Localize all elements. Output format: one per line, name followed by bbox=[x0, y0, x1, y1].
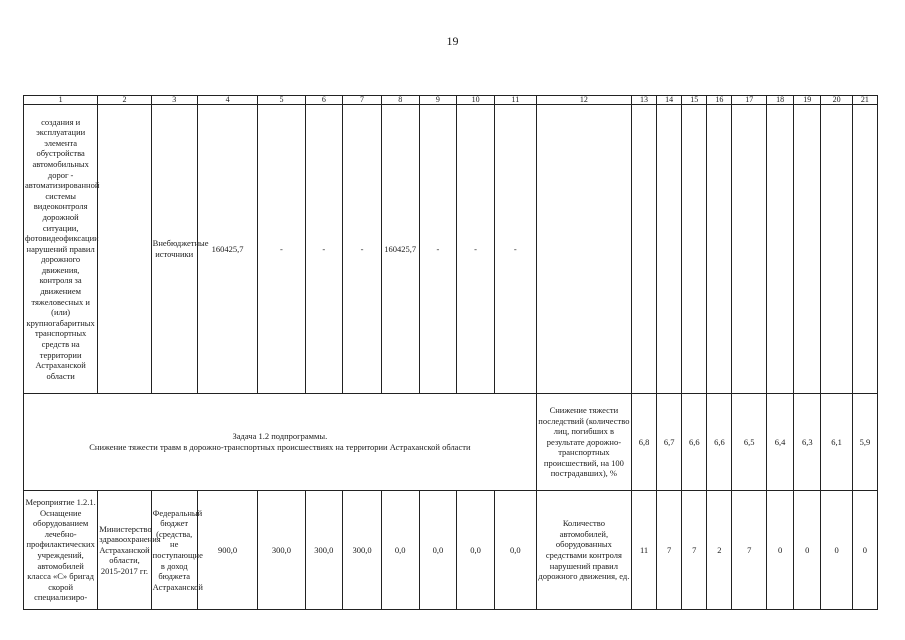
executor-cell bbox=[98, 105, 151, 394]
value-cell: 0 bbox=[794, 491, 821, 610]
value-cell: 6,7 bbox=[657, 394, 682, 491]
activity-description: создания и эксплуатации элемента обустройства автомобильных дорог - автоматизированной системы видеоконтроля дорожной ситуации, фотовидеофиксации нарушений правил дорожного движения, контроля за движением тяжеловесных и (или) крупногабаритных транспортных средств на территории Астраханской области bbox=[24, 105, 98, 394]
header-cell: 15 bbox=[682, 96, 707, 105]
header-cell: 12 bbox=[536, 96, 631, 105]
value-cell bbox=[732, 105, 767, 394]
amount-cell: - bbox=[258, 105, 305, 394]
amount-cell: - bbox=[305, 105, 343, 394]
value-cell: 6,6 bbox=[707, 394, 732, 491]
table-row bbox=[24, 394, 878, 491]
header-cell: 13 bbox=[632, 96, 657, 105]
value-cell: 7 bbox=[657, 491, 682, 610]
value-cell: 6,8 bbox=[632, 394, 657, 491]
value-cell bbox=[632, 105, 657, 394]
total-amount: 900,0 bbox=[197, 491, 258, 610]
header-cell: 21 bbox=[852, 96, 877, 105]
header-cell: 8 bbox=[381, 96, 419, 105]
indicator-cell: Количество автомобилей, оборудованных средствами контроля нарушений правил дорожного движения, ед. bbox=[536, 491, 631, 610]
amount-cell: - bbox=[457, 105, 495, 394]
amount-cell: - bbox=[419, 105, 457, 394]
value-cell: 7 bbox=[682, 491, 707, 610]
header-cell: 1 bbox=[24, 96, 98, 105]
amount-cell: 300,0 bbox=[258, 491, 305, 610]
amount-cell: 160425,7 bbox=[381, 105, 419, 394]
table-row bbox=[24, 491, 878, 610]
value-cell bbox=[821, 105, 852, 394]
header-cell: 9 bbox=[419, 96, 457, 105]
header-cell: 20 bbox=[821, 96, 852, 105]
value-cell bbox=[682, 105, 707, 394]
value-cell: 7 bbox=[732, 491, 767, 610]
value-cell: 6,4 bbox=[766, 394, 793, 491]
amount-cell: 300,0 bbox=[343, 491, 382, 610]
value-cell bbox=[852, 105, 877, 394]
amount-cell: 0,0 bbox=[494, 491, 536, 610]
value-cell: 6,1 bbox=[821, 394, 852, 491]
task-description: Снижение тяжести травм в дорожно-транспортных происшествиях на территории Астраханской области bbox=[89, 442, 471, 452]
activity-description: Мероприятие 1.2.1. Оснащение оборудованием лечебно-профилактических учреждений, автомобилей класса «С» бригад скорой специализиро- bbox=[24, 491, 98, 610]
value-cell: 6,3 bbox=[794, 394, 821, 491]
value-cell: 0 bbox=[852, 491, 877, 610]
value-cell: 0 bbox=[766, 491, 793, 610]
value-cell: 11 bbox=[632, 491, 657, 610]
value-cell: 6,5 bbox=[732, 394, 767, 491]
funding-source: Внебюджетные источники bbox=[151, 105, 197, 394]
amount-cell: - bbox=[494, 105, 536, 394]
value-cell: 6,6 bbox=[682, 394, 707, 491]
amount-cell: 300,0 bbox=[305, 491, 343, 610]
executor-cell: Министерство здравоохранения Астраханской области, 2015-2017 гг. bbox=[98, 491, 151, 610]
header-cell: 4 bbox=[197, 96, 258, 105]
indicator-cell bbox=[536, 105, 631, 394]
funding-source: Федеральный бюджет (средства, не поступающие в доход бюджета Астраханской bbox=[151, 491, 197, 610]
value-cell bbox=[657, 105, 682, 394]
page-number: 19 bbox=[446, 34, 459, 48]
amount-cell: 0,0 bbox=[457, 491, 495, 610]
task-title: Задача 1.2 подпрограммы. bbox=[232, 431, 328, 442]
table-row bbox=[24, 105, 878, 394]
value-cell: 5,9 bbox=[852, 394, 877, 491]
header-cell: 11 bbox=[494, 96, 536, 105]
header-cell: 14 bbox=[657, 96, 682, 105]
value-cell: 2 bbox=[707, 491, 732, 610]
header-cell: 5 bbox=[258, 96, 305, 105]
header-cell: 2 bbox=[98, 96, 151, 105]
header-row bbox=[24, 96, 878, 105]
program-table bbox=[23, 95, 878, 610]
header-cell: 3 bbox=[151, 96, 197, 105]
amount-cell: 0,0 bbox=[419, 491, 457, 610]
indicator-cell: Снижение тяжести последствий (количество лиц, погибших в результате дорожно-транспортных происшествий, на 100 пострадавших), % bbox=[536, 394, 631, 491]
amount-cell: 0,0 bbox=[381, 491, 419, 610]
header-cell: 7 bbox=[343, 96, 382, 105]
task-cell bbox=[24, 394, 537, 491]
value-cell bbox=[707, 105, 732, 394]
header-cell: 10 bbox=[457, 96, 495, 105]
header-cell: 19 bbox=[794, 96, 821, 105]
amount-cell: - bbox=[343, 105, 382, 394]
value-cell: 0 bbox=[821, 491, 852, 610]
total-amount: 160425,7 bbox=[197, 105, 258, 394]
header-cell: 6 bbox=[305, 96, 343, 105]
value-cell bbox=[766, 105, 793, 394]
value-cell bbox=[794, 105, 821, 394]
header-cell: 16 bbox=[707, 96, 732, 105]
header-cell: 18 bbox=[766, 96, 793, 105]
header-cell: 17 bbox=[732, 96, 767, 105]
